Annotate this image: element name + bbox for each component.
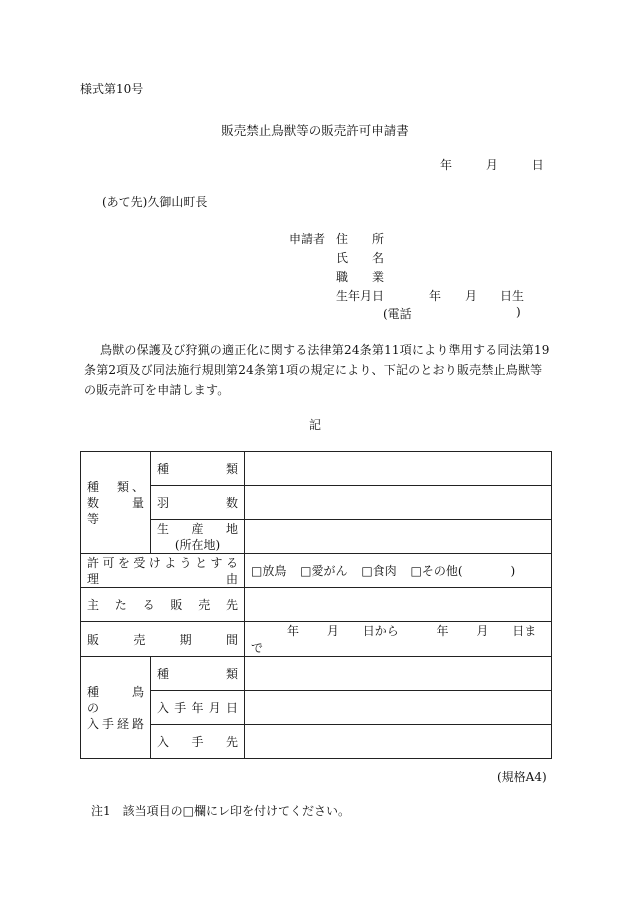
note-1: 注1 該当項目の□欄にレ印を付けてください。 [91, 804, 350, 818]
body-paragraph: 鳥獣の保護及び狩猟の適正化に関する法律第24条第11項により準用する同法第19条第2項及び同法施行規則第24条第1項の規定により、下記のとおり販売禁止鳥獣等の販売許可を申請します。 [84, 343, 550, 397]
date-day-label: 日 [531, 158, 544, 172]
sales-period-field[interactable]: 年 月 日から 年 月 日まで [245, 622, 552, 657]
birthdate-year-label: 年 [429, 289, 442, 303]
breeding-bird-source-group-label: 種 鳥 の 入手経路 [81, 657, 151, 759]
date-year-label: 年 [440, 158, 453, 172]
applicant-birthdate-label: 生年月日 [336, 289, 385, 303]
applicant-name-label: 氏 名 [336, 251, 385, 265]
pet-checkbox[interactable]: □愛がん [300, 564, 348, 578]
date-line [440, 156, 544, 173]
acquired-date-label: 入手年月日 [151, 691, 245, 725]
reason-label: 許可を受けようとする 理 由 [81, 554, 245, 588]
meat-checkbox[interactable]: □食肉 [361, 564, 397, 578]
applicant-label: 申請者 [289, 232, 326, 246]
main-seller-label: 主たる販売先 [81, 588, 245, 622]
form-number: 様式第10号 [80, 82, 144, 96]
feathers-count-label: 羽 数 [151, 486, 245, 520]
ki-heading: 記 [308, 418, 321, 432]
kind2-label: 種 類 [151, 657, 245, 691]
kind-field[interactable] [245, 452, 552, 486]
origin-label: 生 産 地 (所在地) [151, 520, 245, 554]
birthdate-day-label: 日生 [500, 289, 525, 303]
origin-field[interactable] [245, 520, 552, 554]
acquired-from-label: 入 手 先 [151, 725, 245, 759]
birthdate-month-label: 月 [465, 289, 478, 303]
document-title: 販売禁止鳥獣等の販売許可申請書 [221, 123, 409, 138]
applicant-occupation-label: 職 業 [336, 270, 385, 284]
application-table [80, 451, 552, 759]
phone-open-label: (電話 [383, 307, 412, 321]
sales-period-label: 販 売 期 間 [81, 622, 245, 657]
acquired-date-field[interactable] [245, 691, 552, 725]
date-month-label: 月 [485, 158, 498, 172]
release-checkbox[interactable]: □放鳥 [251, 564, 287, 578]
reason-options [245, 554, 552, 588]
acquired-from-field[interactable] [245, 725, 552, 759]
size-note: (規格A4) [497, 770, 547, 784]
other-checkbox[interactable]: □その他( ) [410, 564, 516, 578]
kind-label: 種 類 [151, 452, 245, 486]
main-seller-field[interactable] [245, 588, 552, 622]
applicant-address-label: 住 所 [336, 232, 385, 246]
kind-quantity-group-label: 種 類、 数 量 等 [81, 452, 151, 554]
addressee: (あて先)久御山町長 [102, 195, 208, 209]
phone-close-label: ) [516, 305, 521, 319]
feathers-count-field[interactable] [245, 486, 552, 520]
kind2-field[interactable] [245, 657, 552, 691]
